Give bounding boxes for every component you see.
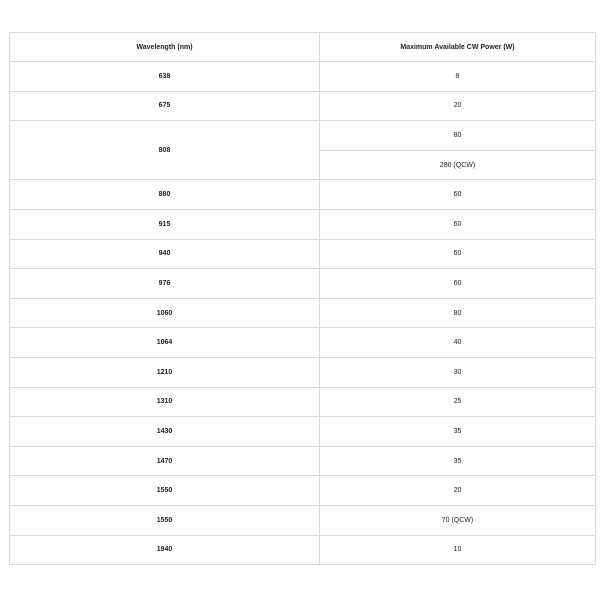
wavelength-cell: 1430 <box>10 417 320 447</box>
power-cell: 40 <box>320 328 596 358</box>
wavelength-cell: 880 <box>10 180 320 210</box>
table-body <box>10 62 596 565</box>
power-cell: 60 <box>320 239 596 269</box>
table-row <box>10 239 596 269</box>
power-cell: 80 <box>320 121 596 151</box>
table-row <box>10 476 596 506</box>
power-cell: 60 <box>320 209 596 239</box>
wavelength-cell: 1470 <box>10 446 320 476</box>
table-row <box>10 357 596 387</box>
table-row <box>10 446 596 476</box>
wavelength-cell: 1210 <box>10 357 320 387</box>
power-cell: 35 <box>320 446 596 476</box>
wavelength-cell: 638 <box>10 62 320 92</box>
power-cell: 25 <box>320 387 596 417</box>
table-header <box>10 33 596 62</box>
table-row <box>10 121 596 151</box>
power-cell: 30 <box>320 357 596 387</box>
power-cell: 80 <box>320 298 596 328</box>
wavelength-cell: 1550 <box>10 476 320 506</box>
table-row <box>10 417 596 447</box>
header-wavelength: Wavelength (nm) <box>10 33 320 62</box>
power-cell: 20 <box>320 476 596 506</box>
power-cell: 10 <box>320 535 596 565</box>
wavelength-cell: 915 <box>10 209 320 239</box>
power-table-container <box>9 32 595 565</box>
table-row <box>10 209 596 239</box>
table-row <box>10 91 596 121</box>
wavelength-cell: 940 <box>10 239 320 269</box>
wavelength-cell: 1060 <box>10 298 320 328</box>
power-cell: 70 (QCW) <box>320 505 596 535</box>
wavelength-power-table <box>9 32 596 565</box>
wavelength-cell: 675 <box>10 91 320 121</box>
wavelength-cell: 808 <box>10 121 320 180</box>
power-cell: 35 <box>320 417 596 447</box>
table-row <box>10 269 596 299</box>
table-row <box>10 298 596 328</box>
table-row <box>10 387 596 417</box>
power-cell: 60 <box>320 269 596 299</box>
table-row <box>10 180 596 210</box>
table-row <box>10 535 596 565</box>
header-row <box>10 33 596 62</box>
table-row <box>10 505 596 535</box>
power-cell: 8 <box>320 62 596 92</box>
table-row <box>10 328 596 358</box>
wavelength-cell: 976 <box>10 269 320 299</box>
wavelength-cell: 1940 <box>10 535 320 565</box>
power-cell: 20 <box>320 91 596 121</box>
wavelength-cell: 1550 <box>10 505 320 535</box>
power-cell: 60 <box>320 180 596 210</box>
wavelength-cell: 1310 <box>10 387 320 417</box>
power-cell: 280 (QCW) <box>320 150 596 180</box>
wavelength-cell: 1064 <box>10 328 320 358</box>
table-row <box>10 62 596 92</box>
header-max-power: Maximum Available CW Power (W) <box>320 33 596 62</box>
